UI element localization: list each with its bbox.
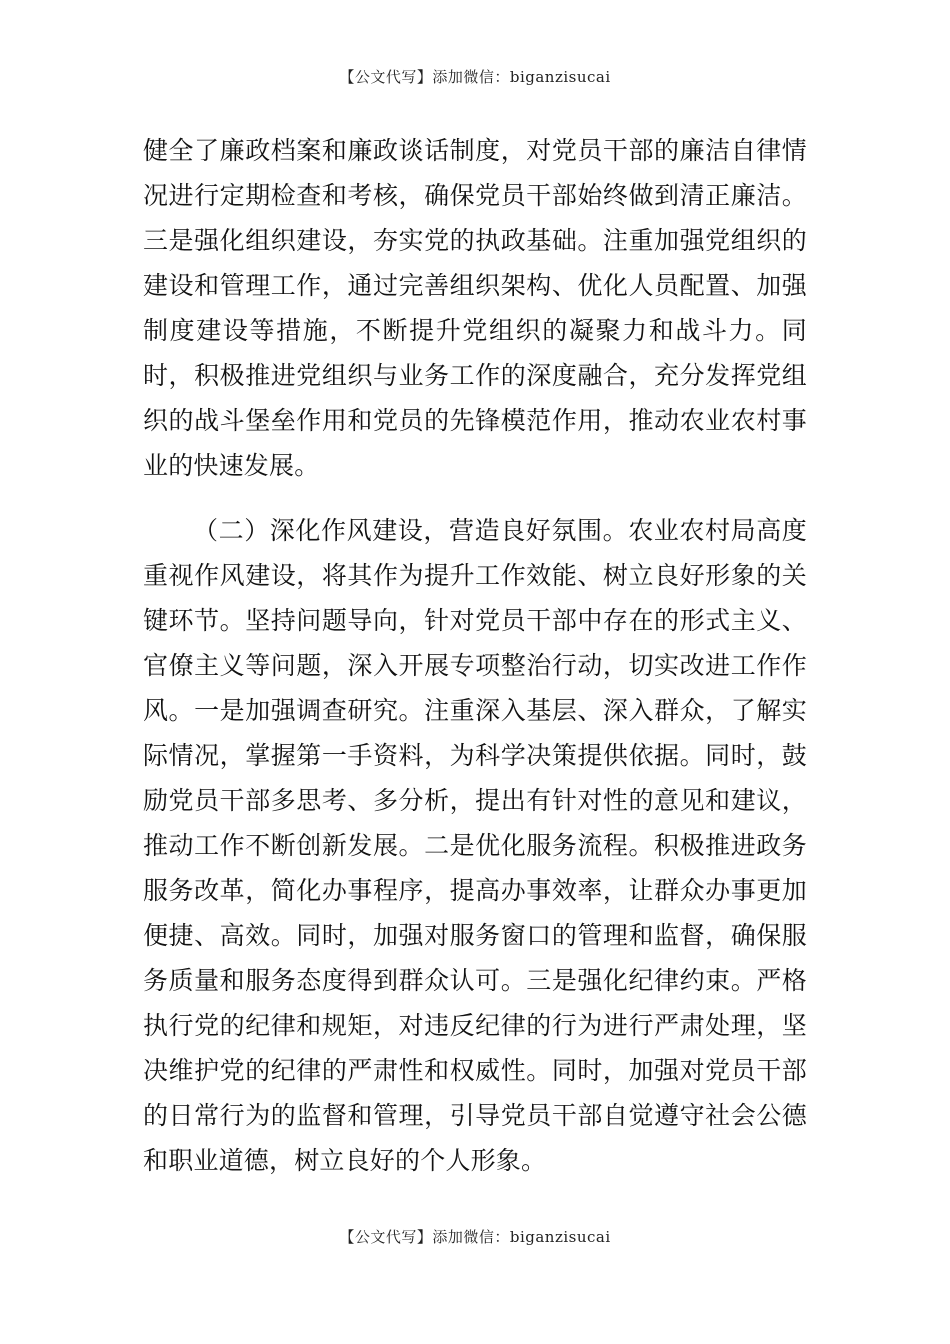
paragraph-2: （二）深化作风建设，营造良好氛围。农业农村局高度重视作风建设，将其作为提升工作效能、树立良好形象的关键环节。坚持问题导向，针对党员干部中存在的形式主义、官僚主义等问题，深入开展专项整治行动，切实改进工作作风。一是加强调查研究。注重深入基层、深入群众，了解实际情况，掌握第一手资料，为科学决策提供依据。同时，鼓励党员干部多思考、多分析，提出有针对性的意见和建议，推动工作不断创新发展。二是优化服务流程。积极推进政务服务改革，简化办事程序，提高办事效率，让群众办事更加便捷、高效。同时，加强对服务窗口的管理和监督，确保服务质量和服务态度得到群众认可。三是强化纪律约束。严格执行党的纪律和规矩，对违反纪律的行为进行严肃处理，坚决维护党的纪律的严肃性和权威性。同时，加强对党员干部的日常行为的监督和管理，引导党员干部自觉遵守社会公德和职业道德，树立良好的个人形象。 xyxy=(143,516,807,1175)
document-body xyxy=(143,128,807,1183)
paragraph-1: 健全了廉政档案和廉政谈话制度，对党员干部的廉洁自律情况进行定期检查和考核，确保党员干部始终做到清正廉洁。三是强化组织建设，夯实党的执政基础。注重加强党组织的建设和管理工作，通过完善组织架构、优化人员配置、加强制度建设等措施，不断提升党组织的凝聚力和战斗力。同时，积极推进党组织与业务工作的深度融合，充分发挥党组织的战斗堡垒作用和党员的先锋模范作用，推动农业农村事业的快速发展。 xyxy=(143,136,807,480)
page-header: 【公文代写】添加微信：biganzisucai xyxy=(339,68,611,86)
page-footer: 【公文代写】添加微信：biganzisucai xyxy=(339,1228,611,1246)
